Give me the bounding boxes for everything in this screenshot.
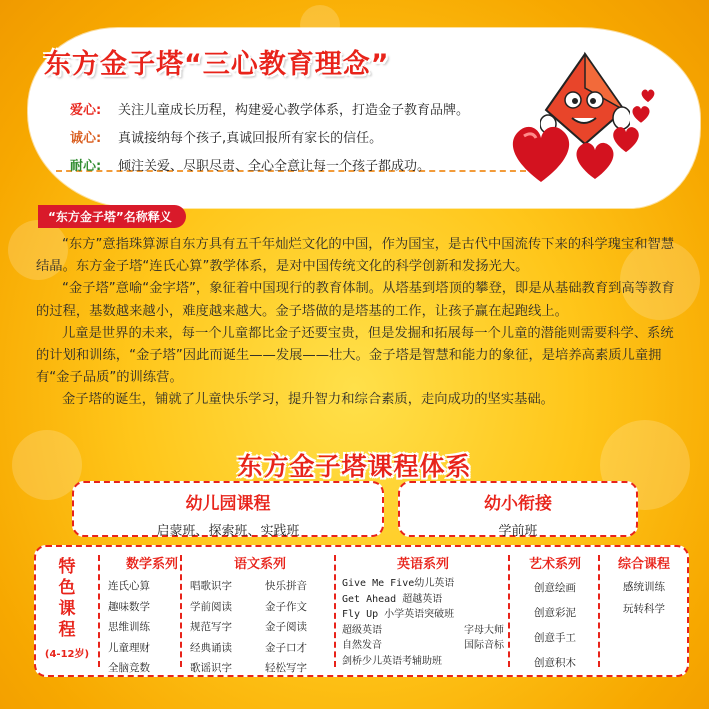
course-item: 金子作文 — [265, 600, 307, 613]
course-item: 创意手工 — [534, 632, 576, 644]
featured-courses-box — [34, 545, 689, 677]
tenet-patience — [70, 150, 469, 178]
english-series — [342, 553, 504, 669]
transition-classes: 学前班 — [498, 524, 538, 539]
course-item: Get Ahead 超越英语 — [342, 593, 443, 605]
math-series — [108, 553, 196, 679]
featured-label — [36, 547, 98, 675]
tenet-text: 倾注关爱、尽职尽责、全心全意让每一个孩子都成功。 — [118, 158, 431, 174]
heart-icon — [610, 124, 642, 154]
transition-heading: 幼小衔接 — [484, 494, 552, 514]
course-item: 唱歌识字 — [190, 580, 232, 592]
course-item: 学前阅读 — [190, 600, 232, 613]
series-title: 英语系列 — [396, 557, 449, 572]
course-item: 儿童理财 — [108, 641, 150, 654]
course-item: 全脑竞数 — [108, 662, 150, 674]
course-item: 创意绘画 — [534, 582, 576, 594]
art-series — [514, 553, 596, 676]
courses-title: 东方金子塔课程体系 — [237, 452, 472, 481]
divider — [598, 555, 600, 667]
kindergarten-course-box — [72, 481, 384, 537]
paragraph: 儿童是世界的未来，每一个儿童都比金子还要宝贵，但是发掘和拓展每一个儿童的潜能则需要科学、系统的计划和训练，“金子塔”因此而诞生——发展——壮大。金子塔是智慧和能力的象征，是培养高素质儿童拥有“金子品质”的训练营。 — [36, 325, 674, 386]
section-label-name-meaning: “东方金子塔”名称释义 — [38, 205, 186, 228]
course-item: 国际音标 — [464, 640, 504, 651]
course-item: 金子口才 — [265, 641, 307, 654]
featured-char: 特 — [58, 557, 76, 577]
paragraph: “金子塔”意喻“金字塔”，象征着中国现行的教育体制。从塔基到塔顶的攀登，即是从基础教育到高等教育的过程，基数越来越小，难度越来越大。金子塔做的是塔基的工作，让孩子赢在起跑线上。 — [36, 281, 675, 319]
transition-course-box — [398, 481, 638, 537]
series-title: 综合课程 — [617, 557, 670, 572]
course-item: 歌谣识字 — [190, 662, 232, 674]
course-item: 创意积木 — [534, 657, 576, 669]
tenet-text: 关注儿童成长历程，构建爱心教学体系，打造金子教育品牌。 — [118, 102, 470, 118]
course-item: 创意彩泥 — [534, 607, 576, 619]
tenet-honesty — [70, 122, 469, 150]
course-item: 连氏心算 — [108, 580, 150, 592]
course-item: 轻松写字 — [265, 662, 307, 674]
featured-char: 色 — [58, 578, 76, 598]
featured-char: 课 — [58, 599, 76, 619]
tenet-key: 耐心: — [70, 158, 102, 174]
course-item: 字母大师 — [464, 624, 504, 636]
divider — [334, 555, 336, 667]
course-item: Give Me Five幼儿英语 — [342, 578, 455, 589]
series-title: 艺术系列 — [528, 557, 581, 572]
paragraph: “东方”意指珠算源自东方具有五千年灿烂文化的中国，作为国宝，是古代中国流传下来的科学瑰宝和智慧结晶。东方金子塔“连氏心算”教学体系，是对中国传统文化的科学创新和发扬光大。 — [36, 237, 675, 275]
divider — [98, 555, 100, 667]
featured-char: 程 — [58, 620, 76, 640]
divider — [508, 555, 510, 667]
tenet-text: 真诚接纳每个孩子,真诚回报所有家长的信任。 — [118, 130, 383, 146]
course-item: 趣味数学 — [108, 600, 150, 613]
kindergarten-classes: 启蒙班、探索班、实践班 — [156, 524, 300, 539]
name-meaning-text — [36, 234, 678, 412]
tenet-key: 诚心: — [70, 130, 102, 146]
divider — [180, 555, 182, 667]
paragraph: 金子塔的诞生，铺就了儿童快乐学习，提升智力和综合素质，走向成功的坚实基础。 — [62, 392, 554, 408]
course-item: Fly Up 小学英语突破班 — [342, 609, 455, 620]
tenet-love — [70, 94, 469, 122]
course-item: 金子阅读 — [265, 621, 307, 633]
course-item: 思维训练 — [108, 621, 150, 633]
course-item: 经典诵读 — [190, 641, 232, 654]
page-title: 东方金子塔“三心教育理念” — [44, 49, 390, 80]
course-item: 感统训练 — [623, 581, 665, 593]
series-title: 数学系列 — [125, 557, 178, 572]
general-series — [602, 553, 686, 620]
tenet-key: 爱心: — [70, 102, 102, 118]
heart-icon — [506, 120, 576, 186]
chinese-series — [190, 553, 330, 679]
tenets-list — [70, 94, 469, 178]
course-item: 自然发音 — [342, 640, 382, 651]
course-item: 规范写字 — [190, 621, 232, 633]
heart-icon — [640, 88, 656, 103]
course-item: 玩转科学 — [623, 603, 665, 615]
course-item: 快乐拼音 — [265, 580, 307, 592]
course-item: 剑桥少儿英语考辅助班 — [342, 655, 442, 667]
course-item: 超级英语 — [342, 624, 382, 636]
featured-age: (4-12岁) — [44, 649, 90, 660]
heart-icon — [630, 104, 652, 124]
series-title: 语文系列 — [233, 557, 286, 572]
kindergarten-heading: 幼儿园课程 — [185, 494, 271, 514]
